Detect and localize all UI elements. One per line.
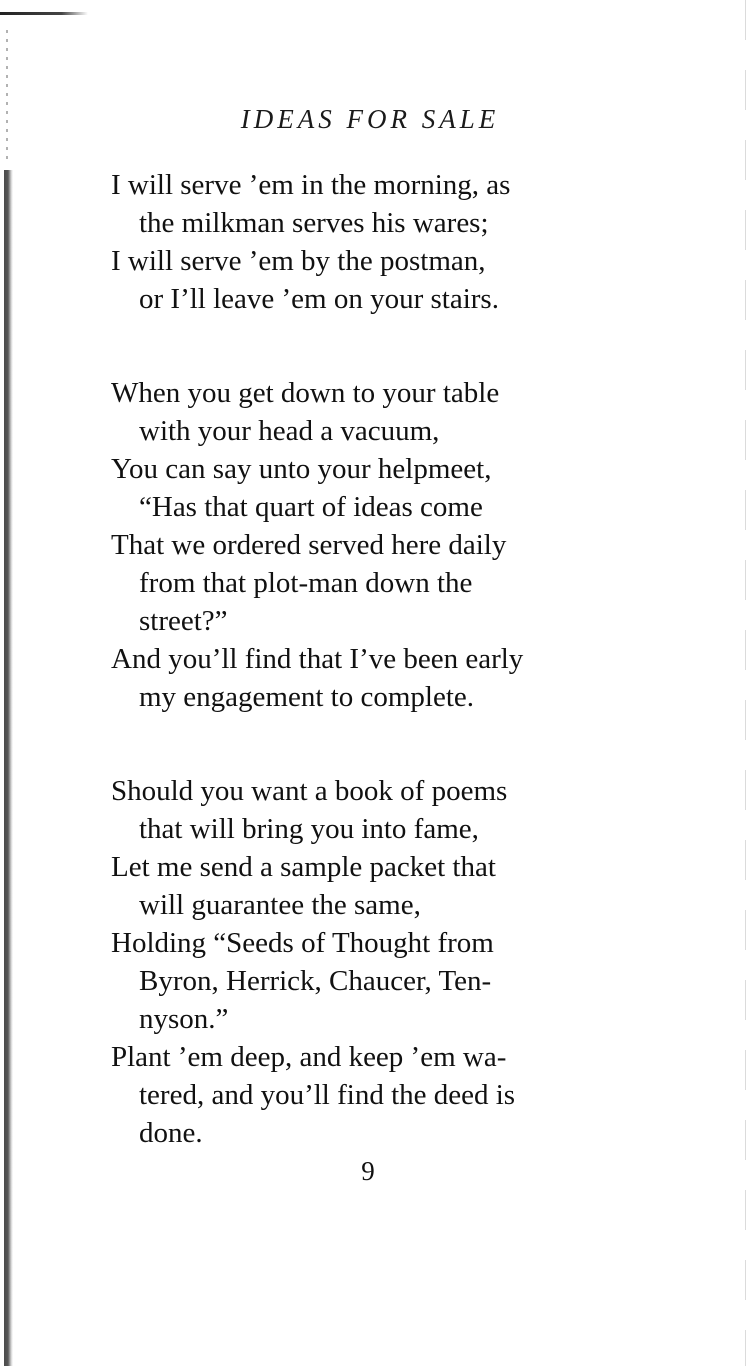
verse-line: with your head a vacuum, (139, 415, 440, 447)
verse-line: nyson.” (139, 1003, 229, 1035)
verse-line: I will serve ’em in the morning, as (111, 169, 511, 201)
scan-edge-mark (0, 12, 88, 15)
verse-line: my engagement to complete. (139, 681, 475, 713)
stanza-1 (111, 166, 631, 318)
verse-line: You can say unto your helpmeet, (111, 453, 492, 485)
verse-line: Byron, Herrick, Chaucer, Ten- (139, 965, 492, 997)
verse-line: Plant ’em deep, and keep ’em wa- (111, 1041, 507, 1073)
verse-line: tered, and you’ll find the deed is (139, 1079, 516, 1111)
scan-edge-speckle (6, 30, 8, 160)
verse-line: Let me send a sample packet that (111, 851, 496, 883)
verse-line: will guarantee the same, (139, 889, 421, 921)
verse-line: street?” (139, 605, 228, 637)
verse-line: That we ordered served here daily (111, 529, 507, 561)
verse-line: that will bring you into fame, (139, 813, 479, 845)
verse-line: the milkman serves his wares; (139, 207, 489, 239)
verse-line: Should you want a book of poems (111, 775, 508, 807)
running-head: IDEAS FOR SALE (240, 104, 500, 134)
verse-line: or I’ll leave ’em on your stairs. (139, 283, 499, 315)
page-right-edge (745, 0, 746, 1366)
verse-line: done. (139, 1117, 203, 1149)
verse-line: I will serve ’em by the postman, (111, 245, 486, 277)
verse-line: Holding “Seeds of Thought from (111, 927, 494, 959)
page-number: 9 (361, 1156, 375, 1186)
stanza-2 (111, 374, 631, 716)
verse-line: from that plot-man down the (139, 567, 473, 599)
verse-line: When you get down to your table (111, 377, 500, 409)
verse-line: “Has that quart of ideas come (139, 491, 483, 523)
verse-line: And you’ll find that I’ve been early (111, 643, 524, 675)
stanza-3 (111, 772, 631, 1152)
